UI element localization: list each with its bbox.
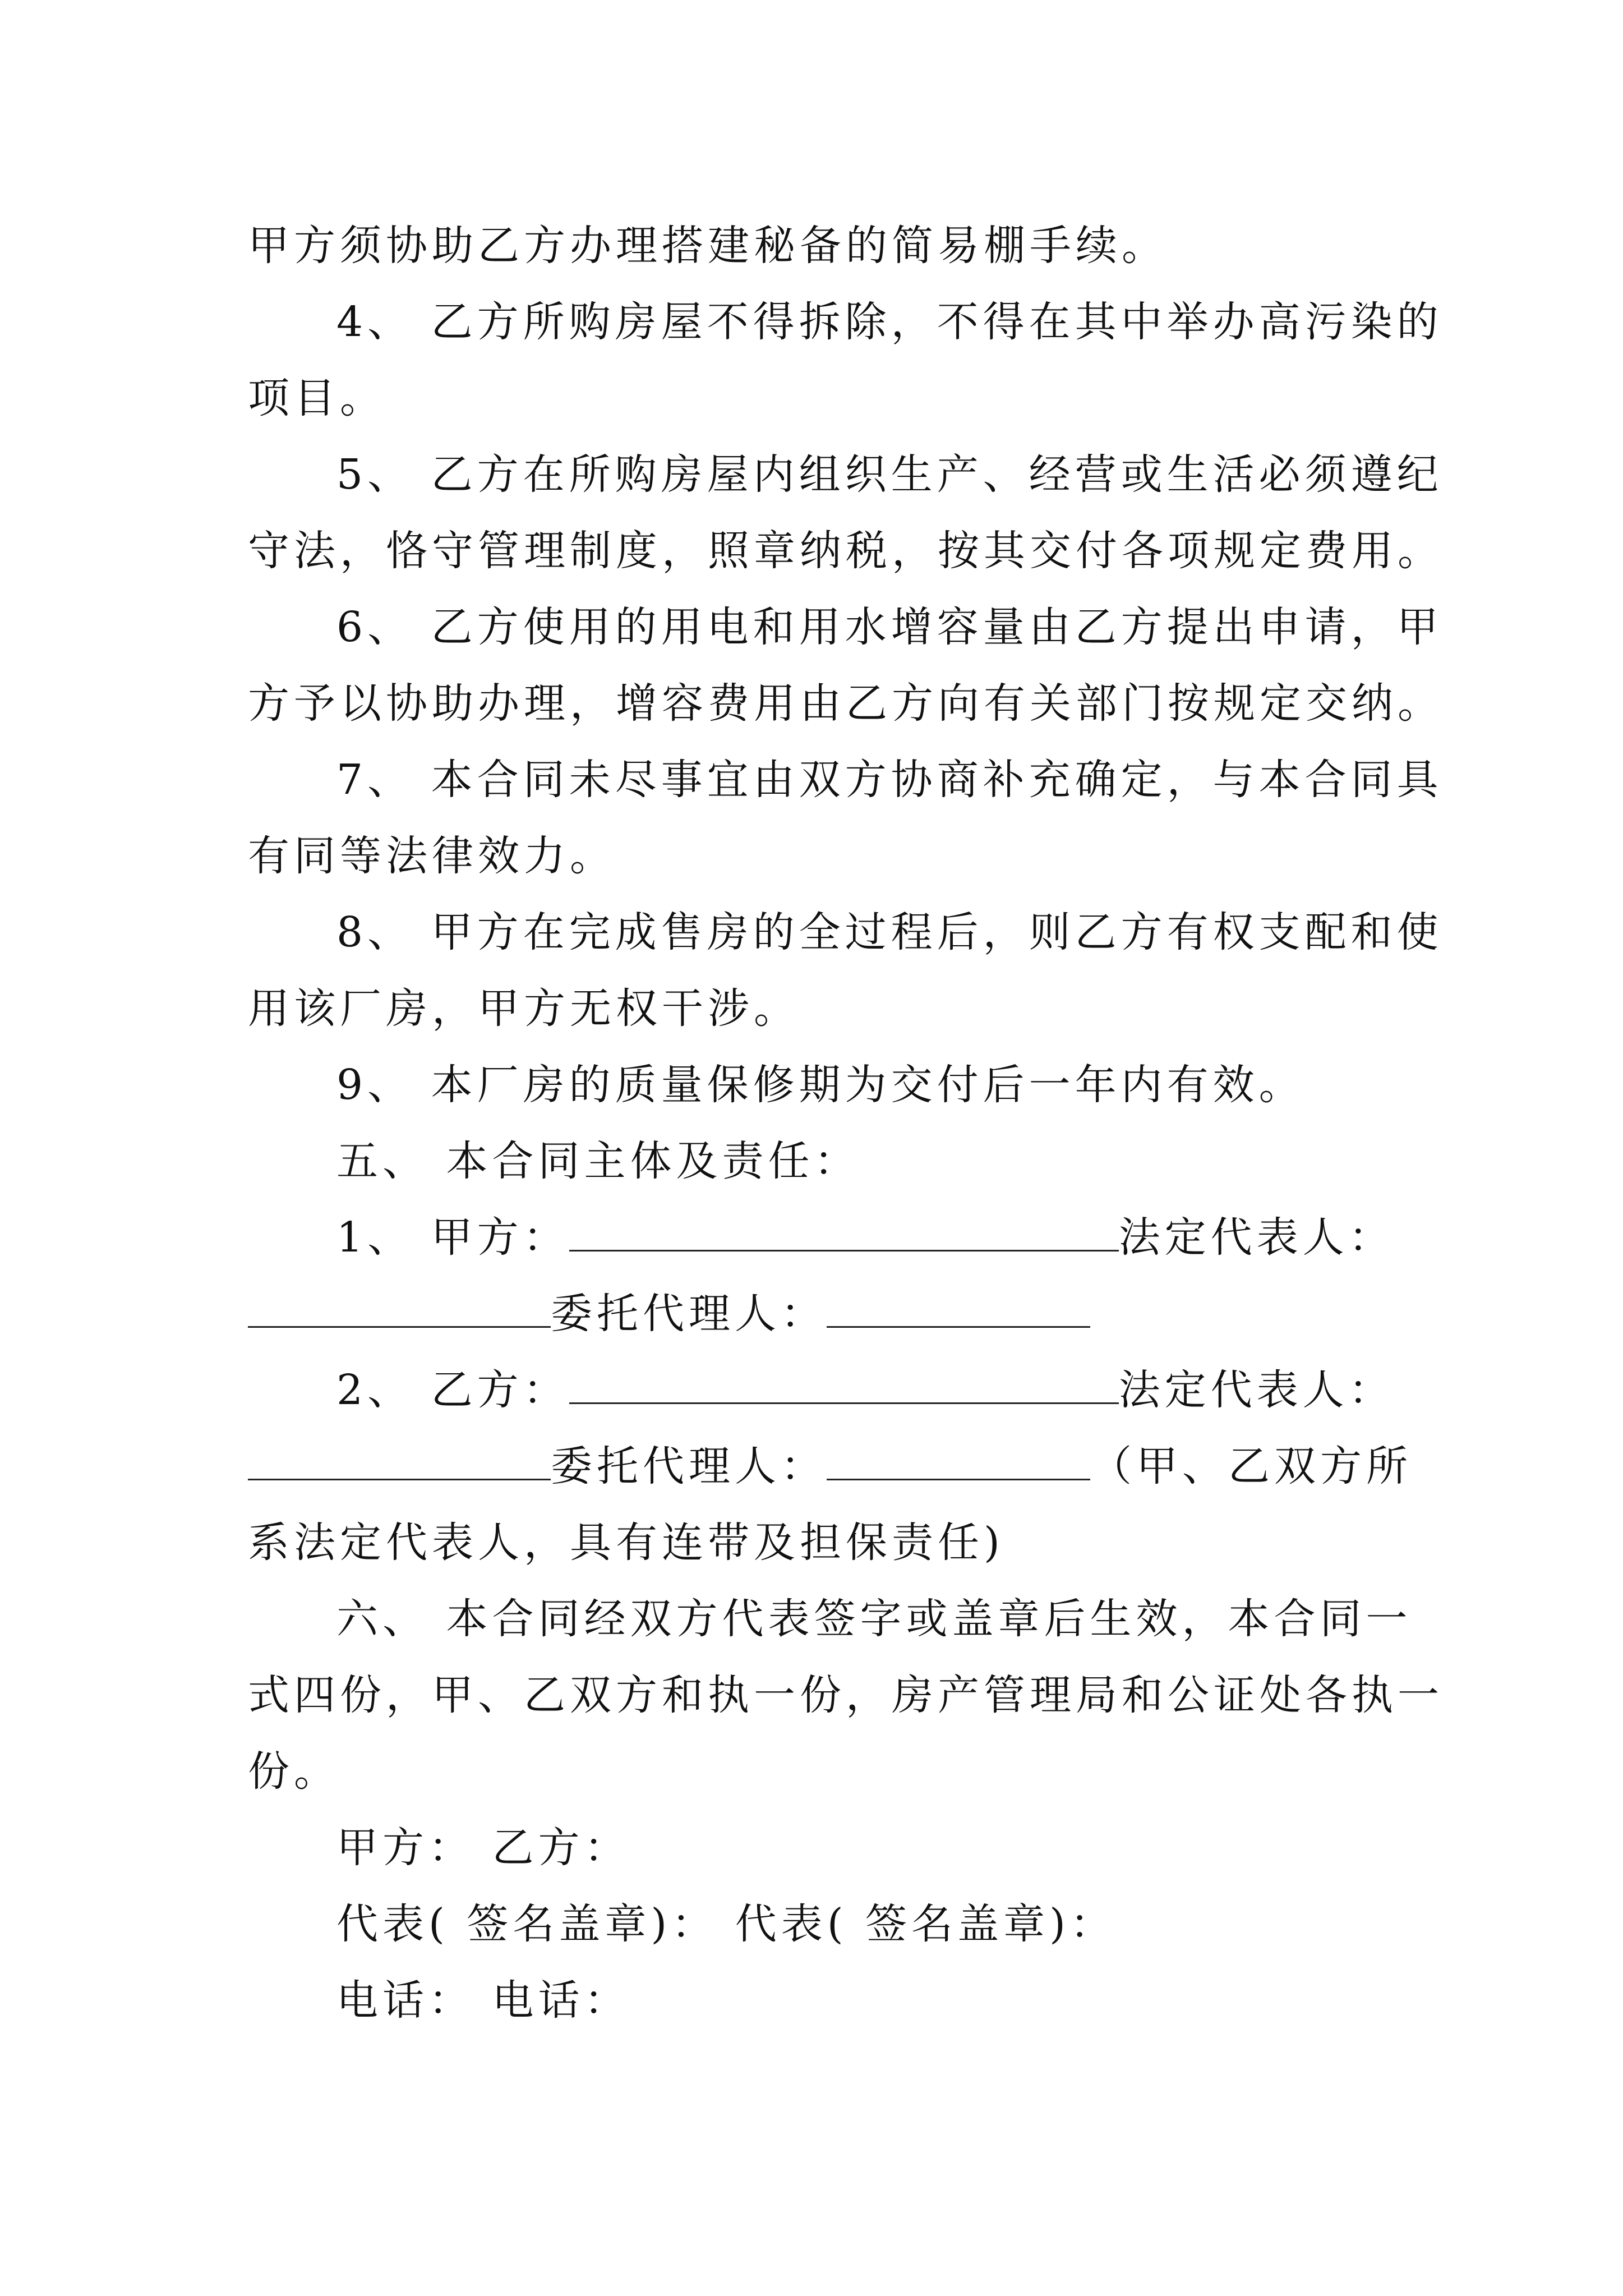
text-line: 守法，恪守管理制度，照章纳税，按其交付各项规定费用。	[248, 527, 1444, 575]
text-line: 有同等法律效力。	[248, 832, 616, 880]
text-line: 份。	[248, 1747, 340, 1796]
text-line: 系法定代表人，具有连带及担保责任)	[248, 1519, 1004, 1567]
party-b-blank	[569, 1361, 1119, 1404]
clause-6: 6、 乙方使用的用电和用水增容量由乙方提出申请，甲	[336, 603, 1443, 651]
clause-7: 7、 本合同未尽事宜由双方协商补充确定，与本合同具	[336, 756, 1443, 804]
party-a-line	[248, 1199, 1395, 1276]
party-a-legal-rep-blank	[248, 1285, 551, 1328]
party-a-agent-label: 委托代理人：	[551, 1290, 827, 1338]
party-b-label: 2、 乙方：	[336, 1366, 569, 1414]
signature-parties-line: 甲方： 乙方：	[336, 1824, 630, 1872]
liability-note-start: （甲、乙双方所	[1090, 1442, 1412, 1490]
party-b-agent-blank	[827, 1437, 1090, 1480]
clause-9: 9、 本厂房的质量保修期为交付后一年内有效。	[336, 1061, 1305, 1109]
contract-body	[248, 208, 1444, 2039]
clause-8: 8、 甲方在完成售房的全过程后，则乙方有权支配和使	[336, 908, 1443, 956]
party-a-label: 1、 甲方：	[336, 1213, 569, 1262]
text-line: 甲方须协助乙方办理搭建秘备的简易棚手续。	[248, 222, 1168, 270]
party-a-legal-rep-label: 法定代表人：	[1118, 1213, 1395, 1262]
party-a-agent-line	[248, 1276, 1392, 1352]
party-a-agent-blank	[827, 1285, 1090, 1328]
signature-phone-line: 电话： 电话：	[336, 1976, 630, 2024]
party-b-agent-label: 委托代理人：	[551, 1442, 827, 1490]
signature-representative-line: 代表( 签名盖章)： 代表( 签名盖章)：	[336, 1900, 1117, 1948]
clause-4: 4、 乙方所购房屋不得拆除，不得在其中举办高污染的	[336, 298, 1443, 346]
party-b-line	[248, 1352, 1395, 1428]
party-a-blank	[569, 1208, 1119, 1251]
text-line: 项目。	[248, 374, 386, 422]
text-line: 用该厂房，甲方无权干涉。	[248, 984, 800, 1033]
section-6: 六、 本合同经双方代表签字或盖章后生效，本合同一	[336, 1595, 1412, 1643]
party-b-legal-rep-label: 法定代表人：	[1118, 1366, 1395, 1414]
party-b-legal-rep-blank	[248, 1437, 551, 1480]
text-line: 方予以协助办理，增容费用由乙方向有关部门按规定交纳。	[248, 679, 1444, 728]
party-b-agent-line	[248, 1428, 1412, 1504]
section-5-heading: 五、 本合同主体及责任：	[336, 1137, 860, 1185]
text-line: 式四份，甲、乙双方和执一份，房产管理局和公证处各执一	[248, 1671, 1444, 1719]
clause-5: 5、 乙方在所购房屋内组织生产、经营或生活必须遵纪	[336, 450, 1443, 499]
